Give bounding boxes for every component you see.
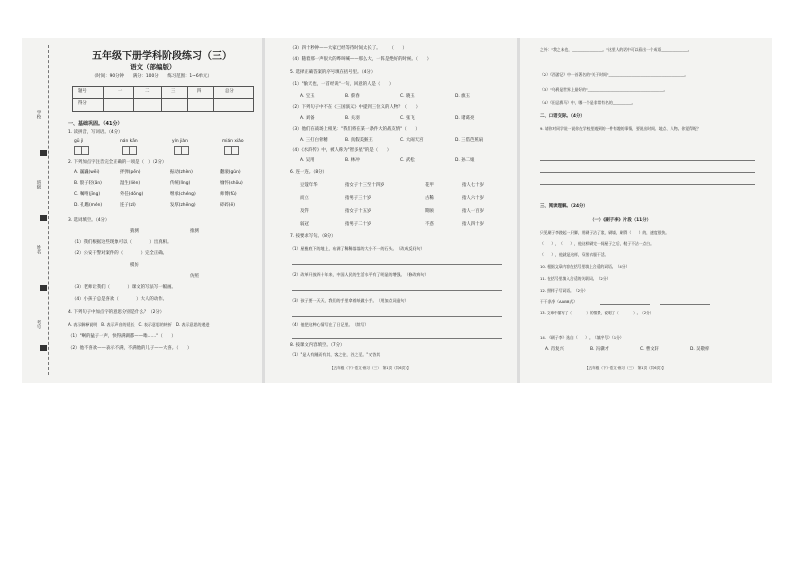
answer-line[interactable] (292, 338, 502, 339)
q6-term: 及笄 (300, 209, 309, 214)
q2-opt: 连子(zǐ) (120, 203, 136, 208)
q2-opt: 振动(zhèn) (170, 170, 193, 175)
q4-options: A. 表示解释说明 B. 表示声音的延长 C. 表示意思的转折 D. 表示意思的递进 (68, 322, 210, 327)
q5-opt: A. 刘备 (300, 116, 315, 121)
q2-opt: 缅怀(shōu) (220, 181, 243, 186)
q2-opt: 发厚(zhēng) (170, 203, 196, 208)
reading-line: （ ），他就是这样，穿黑衣服干活。 (540, 252, 609, 257)
q5-opt: C. 大闹天宫 (400, 138, 424, 143)
q5-opt: C. 武松 (400, 158, 415, 163)
q2-opt: 碎碎(ē) (220, 203, 235, 208)
q4-line: （2）他不喜欢——表示不满，不满他的儿子——大喜。（ ） (68, 346, 192, 351)
side-black-block (40, 285, 47, 291)
reading-line: 只见刷子李跷起一只脚，用刷子沾了浆，刷墙，刷得（ ）的，速度很快。 (540, 230, 670, 235)
answer-line[interactable] (660, 304, 710, 305)
q1-text: 1. 读拼音，写词语。（4分） (68, 130, 123, 135)
q5-opt: A. 宝玉 (300, 94, 315, 99)
q3-line: （2）公安干警对案件的（ ）完全正确。 (72, 251, 167, 256)
exam-meta: （时间：90分钟 满分：100分 练习范围：1~6单元） (92, 74, 212, 79)
side-black-block (40, 215, 47, 221)
q5-opt: B. 林冲 (345, 158, 360, 163)
q2-text: 2. 下列加点字注音完全正确的一项是（ ）（2分） (68, 160, 167, 165)
q12-text: 12. 照样子写词语。（2分） (540, 288, 588, 293)
q9-text: 9. 请你对同学说一说你在学校里遇到的一件有趣的事情，要说出时间、地点、人物。你觉得呢？ (540, 126, 701, 131)
q12-example: 干干净净（AABB式） (540, 299, 578, 304)
pinyin-1: gū jì (74, 139, 84, 144)
q7-3: （3）孩子要一天天，我们的手里拿着纸做小手。（用加点词造句） (290, 298, 409, 303)
q11-text: 11. 在括号里填入合适的关联词。（2分） (540, 276, 611, 281)
q2-opt: B. 骰子轻(ān) (74, 181, 102, 186)
q6-term: 花甲 (425, 183, 434, 188)
q5-opt: D. 三借芭蕉扇 (455, 138, 484, 143)
q2-opt: 翻滚(gǔn) (220, 170, 241, 175)
q2-opt: D. 孔瞧(mén) (74, 203, 103, 208)
q6-term: 古稀 (425, 196, 434, 201)
q6-def: 指人六十岁 (462, 196, 484, 201)
q2-opt: 师傅(fū) (220, 192, 237, 197)
exam-title: 五年级下册学科阶段练习（三） (92, 51, 232, 62)
c2-line: （3）四十秒钟——大家已经等待时间太长了。 （ ） (290, 46, 407, 51)
side-label-name: 姓名 (36, 245, 41, 254)
side-black-block (40, 345, 47, 351)
reading-line: （ ），（ ），他这样刷完一间屋子之后，鞋子不沾一点白。 (540, 241, 654, 246)
q6-def: 指人一百岁 (462, 209, 484, 214)
q6-term: 而立 (300, 196, 309, 201)
q6-def: 指女子十五岁 (345, 209, 372, 214)
q5-1: （1）"偷天也，一首经说"一句，回意的人是（ ） (290, 82, 394, 87)
q5-opt: B. 蔡春 (345, 94, 360, 99)
q2-opt: 传统(lǐng) (170, 181, 191, 186)
answer-line[interactable] (292, 290, 502, 291)
page-footer: 【五年级（下）·语文·练习（三） 第1页（共6页）】 (585, 366, 666, 370)
q2-opt: 外任(dōng) (120, 192, 144, 197)
q5-3: （3）他们在战场上相见："我们将在某一条件大的战友情"（ ） (290, 127, 420, 132)
q10-text: 10. 根据文章内容在括号里填上合适的词语。（4分） (540, 264, 630, 269)
c2-line: （4）随着那一声很大的哗叫喊——那么大，一阵是绝好的时候。（ ） (290, 57, 432, 62)
q3-word: 推测 (190, 229, 199, 234)
q5-opt: C. 张飞 (400, 116, 415, 121)
answer-line[interactable] (540, 172, 755, 173)
q7-4: （4）他把这种心情写在了日记里。（续写） (290, 322, 369, 327)
score-col: 四 (197, 89, 202, 94)
q6-def: 指男子二十岁 (345, 222, 372, 227)
q3-word: 猜测 (130, 229, 139, 234)
q5-2: （2）下列句子中不在《三国演义》中提到三位义的人物？（ ） (290, 105, 421, 110)
q5-4: （4）《水浒传》中，被人称为"智多星"的是（ ） (290, 148, 392, 153)
c3-line: （4）《田忌赛马》中，哪一个是非常有名的__________。 (540, 100, 636, 105)
q7-text: 7. 按要求写句。（8分） (290, 234, 336, 239)
q14-opt: B. 冯骥才 (590, 347, 609, 352)
q4-line: （1）"啊的猛子一声，快得满湖都——嗡……"（ ） (68, 334, 176, 339)
q5-opt: B. 关羽 (345, 116, 360, 121)
q7-1: （1）屋檐底下的地上，布满了稀稀落落的大小不一的石头。（改成反问句） (290, 246, 425, 251)
answer-line[interactable] (292, 264, 502, 265)
answer-box[interactable] (81, 146, 89, 155)
q6-def: 指男子三十岁 (345, 196, 372, 201)
q6-term: 期颐 (425, 209, 434, 214)
part2-title: 二、口语交际。（4分） (540, 114, 585, 119)
q3-word: 模仿 (130, 263, 139, 268)
exam-subtitle: 语文（部编版） (130, 63, 176, 71)
score-row-label: 题号 (78, 89, 87, 94)
q14-opt: A. 肖复兴 (545, 347, 564, 352)
side-label-id: 考号 (36, 320, 41, 329)
q3-word: 仿照 (190, 274, 199, 279)
answer-box[interactable] (231, 146, 239, 155)
side-black-block (40, 150, 47, 156)
q6-term: 弱冠 (300, 222, 309, 227)
q5-opt: B. 真假美猴王 (345, 138, 373, 143)
score-col: 三 (171, 89, 176, 94)
q8-text: 8. 按课文内容填空。（7分） (290, 343, 345, 348)
q4-text: 4. 下列句子中加点字的意思分别是什么？（2分） (68, 310, 165, 315)
q3-text: 3. 选词填空。（4分） (68, 218, 110, 223)
side-label-class: 班级 (36, 180, 41, 189)
q5-opt: D. 孙二娘 (455, 158, 475, 163)
q3-line: （4）小孩子总是喜欢（ ）大人的动作。 (72, 297, 167, 302)
score-col: 一 (118, 89, 123, 94)
binding-dash-line (48, 45, 49, 375)
q13-text: 13. 文章中描写了（ ）的情景，说明了（ ）。（2分） (540, 311, 654, 315)
q6-def: 指人七十岁 (462, 183, 484, 188)
q2-opt: 湿生(lièn) (120, 181, 141, 186)
q2-opt: 抨弹(pēn) (120, 170, 141, 175)
q2-opt: A. 巍巍(wēi) (74, 170, 100, 175)
q5-opt: D. 诸葛亮 (455, 116, 475, 121)
q5-opt: D. 旗玉 (455, 94, 470, 99)
part3-title: 三、阅读理解。（24分） (540, 204, 588, 209)
q5-opt: A. 三打白骨精 (300, 138, 328, 143)
part1-title: 一、基础巩固。（41分） (68, 121, 123, 127)
q2-opt: C. 嘱咐(jīng) (74, 192, 101, 197)
q5-text: 5. 选择正确答案的序号填在括号里。（4分） (290, 70, 376, 75)
answer-box[interactable] (129, 146, 137, 155)
score-table (72, 86, 254, 112)
side-label-school: 学校 (36, 110, 41, 119)
pinyin-4: mián xiǎo (222, 139, 244, 144)
pinyin-3: yín jiàn (172, 139, 188, 144)
fold-line-left (262, 38, 265, 383)
score-col: 总分 (225, 89, 234, 94)
q14-text: 14. 《刷子李》选自（ ）。（填序号）（1分） (540, 335, 624, 340)
q3-line: （3）老师让我们（ ）课文的写法写一幅画。 (72, 285, 176, 290)
q2-opt: 继承(chéng) (170, 192, 196, 197)
q6-text: 6. 连一连。（8分） (290, 170, 327, 175)
answer-box[interactable] (181, 146, 189, 155)
q5-opt: A. 吴用 (300, 158, 315, 163)
q5-opt: C. 晓玉 (400, 94, 415, 99)
q6-def: 指女子十三至十四岁 (345, 183, 385, 188)
q8-1: （1）"是人有踵而有其，客之往，谷之至。"又答其 (290, 352, 381, 357)
c3-line: 之外："我之未也，________________。"这里人的话中可以看出一个成语______________。 (540, 47, 692, 52)
q6-term: 豆蔻年华 (300, 183, 318, 188)
score-col: 二 (145, 89, 150, 94)
page-footer: 【五年级（下）·语文·练习（三） 第1页（共6页）】 (330, 366, 411, 370)
score-row-label: 得分 (78, 101, 87, 106)
answer-line[interactable] (292, 316, 502, 317)
q3-line: （1）我们根据这些现象可以（ ）出真相。 (72, 240, 172, 245)
answer-line[interactable] (540, 160, 755, 161)
q6-def: 指人四十岁 (462, 222, 484, 227)
q14-opt: C. 曹文轩 (640, 347, 660, 352)
q7-2: （2）改革开放四十年来，中国人民的生活水平有了明显的增强。（修改病句） (290, 272, 429, 277)
answer-line[interactable] (600, 304, 650, 305)
pinyin-2: nán kān (120, 139, 138, 144)
answer-line[interactable] (540, 184, 755, 185)
q6-term: 不惑 (425, 222, 434, 227)
reading-title: （一）《刷子李》片段（11分） (590, 218, 651, 223)
fold-line-right (517, 38, 520, 383)
c3-line: （3）"乌鸦是世界上最好的"________________________________________。 (540, 87, 668, 92)
c3-line: （2）《西游记》中一首著名的"关于时间"________________________________________。 (540, 72, 689, 77)
q14-opt: D. 吴敬梓 (690, 347, 710, 352)
